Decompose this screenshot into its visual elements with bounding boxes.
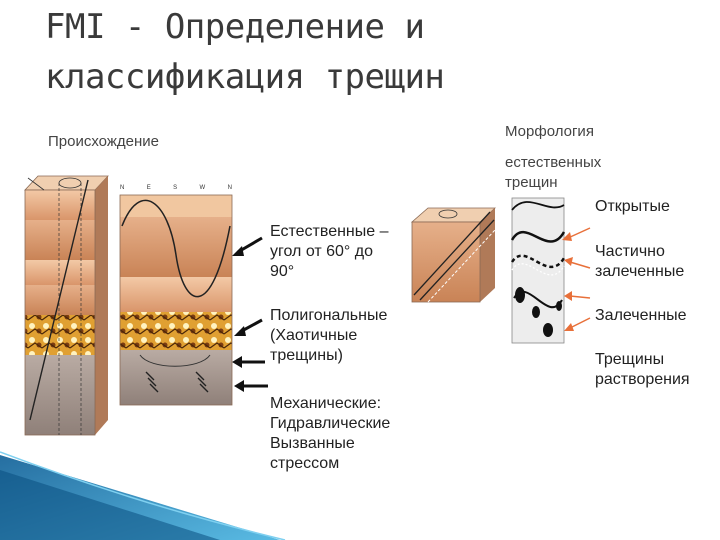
vugs-line-1: Трещины <box>595 351 665 368</box>
mechanical-line-3: Вызванные <box>270 435 355 452</box>
mechanical-line-4: стрессом <box>270 455 340 472</box>
track-label-n2: N <box>227 185 232 191</box>
polygonal-line-1: Полигональные <box>270 307 388 324</box>
image-track-labels <box>120 185 232 191</box>
morphology-subheading <box>505 153 601 193</box>
polygonal-line-2: (Хаотичные <box>270 327 358 344</box>
morphology-heading: Морфология <box>505 123 594 140</box>
healed-fractures-label: Залеченные <box>595 307 687 324</box>
natural-line-1: Естественные – <box>270 223 389 240</box>
partially-healed-line-1: Частично <box>595 243 665 260</box>
polygonal-line-3: трещины) <box>270 347 343 364</box>
vug-fractures-label <box>595 350 690 390</box>
natural-line-2: угол от 60° до <box>270 243 374 260</box>
title-line-1: FMI - Определение и <box>45 7 425 47</box>
natural-line-3: 90° <box>270 263 295 280</box>
page-title <box>45 2 444 102</box>
title-line-2: классификация трещин <box>45 57 445 97</box>
track-label-e: E <box>146 185 151 191</box>
origin-arrows <box>232 238 268 392</box>
origin-core-block <box>25 176 108 435</box>
partially-healed-line-2: залеченные <box>595 263 685 280</box>
open-fractures-label: Открытые <box>595 198 670 215</box>
morphology-subheading-line-2: трещин <box>505 174 558 191</box>
morphology-image-strip <box>512 198 564 343</box>
track-label-n1: N <box>120 185 125 191</box>
mechanical-line-2: Гидравлические <box>270 415 391 432</box>
natural-fractures-label <box>270 222 389 282</box>
origin-image-log <box>120 195 232 405</box>
polygonal-fractures-label <box>270 306 387 366</box>
track-label-w: W <box>199 185 206 191</box>
mechanical-line-1: Механические: <box>270 395 382 412</box>
partially-healed-label <box>595 242 684 282</box>
morphology-arrows <box>562 228 590 331</box>
mechanical-fractures-label <box>270 394 390 474</box>
morphology-core-block <box>412 208 495 302</box>
track-label-s: S <box>173 185 178 191</box>
origin-heading: Происхождение <box>48 133 159 150</box>
vugs-line-2: растворения <box>595 371 690 388</box>
slide-accent-swoosh <box>0 452 285 540</box>
morphology-subheading-line-1: естественных <box>505 154 602 171</box>
